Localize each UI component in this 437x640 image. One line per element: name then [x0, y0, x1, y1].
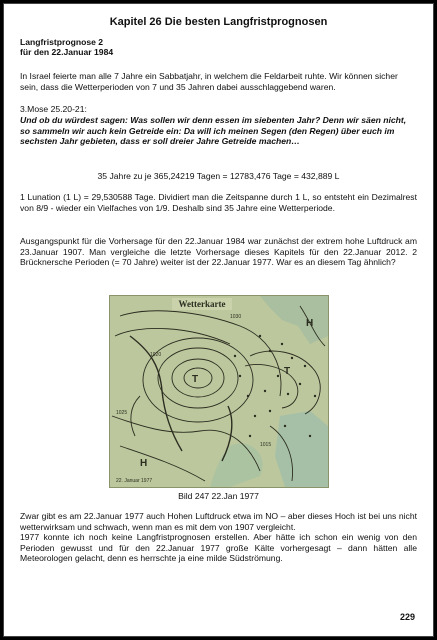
isobar-label: 1015 — [260, 442, 272, 448]
isobar-label: 1025 — [116, 410, 128, 416]
map-low-west: T — [192, 374, 199, 385]
weather-map — [109, 295, 329, 488]
forecast-date-subtitle: für den 22.Januar 1984 — [20, 47, 114, 57]
bible-quote: Und ob du würdest sagen: Was sollen wir denn essen im siebenten Jahr? Denn wir säen nicht, so sammeln wir auch kein Getreide ein: Da will ich meinen Segen (den Regen) über euch im sechsten Jahr gebieten, dass er soll dreier Jahre Getreide machen… — [20, 115, 407, 147]
formula-line: 35 Jahre zu je 365,24219 Tagen = 12783,476 Tage = 432,889 L — [97, 171, 340, 181]
map-title: Wetterkarte — [178, 299, 226, 309]
map-high-southwest: H — [140, 458, 148, 469]
page — [3, 3, 434, 637]
paragraph-sabbath: In Israel feierte man alle 7 Jahre ein Sabbatjahr, in welchem die Feldarbeit ruhte. Wir können sicher sein, dass die Wetterperioden von 7 und 35 Jahren dabei ausschlaggebend waren. — [20, 71, 398, 92]
isobar-label: 1030 — [230, 314, 242, 320]
page-number: 229 — [399, 612, 415, 622]
paragraph-high-pressure: Zwar gibt es am 22.Januar 1977 auch Hohen Luftdruck etwa im NO – aber dieses Hoch ist bei uns nicht wetterwirksam und schwach, wenn man es mit dem von 1907 vergleicht. — [20, 511, 417, 532]
chapter-title: Kapitel 26 Die besten Langfristprognosen — [109, 16, 328, 28]
paragraph-starting-point: Ausgangspunkt für die Vorhersage für den 22.Januar 1984 war zunächst der extrem hohe Luftdruck am 23.Januar 1907. Man vergleiche die letzte Vorhersage dieses Kapitels für den 22.Januar 2012. 2 Brücknersche Perioden (= 70 Jahre) weiter ist der 22.Januar 1977. War es an diesem Tag ähnlich? — [20, 236, 417, 268]
forecast-subtitle: Langfristprognose 2 — [20, 37, 104, 47]
map-date-label: 22. Januar 1977 — [116, 478, 153, 484]
bible-reference: 3.Mose 25.20-21: — [20, 104, 87, 114]
isobar-label: 1020 — [150, 352, 162, 358]
paragraph-lunation: 1 Lunation (1 L) = 29,530588 Tage. Dividiert man die Zeitspanne durch 1 L, so entsteht ein Dezimalrest von 8/9 - wieder ein Vielfaches von 1/9. Deshalb sind 35 Jahre eine Wetterperiode. — [20, 192, 417, 213]
map-low-east: T — [284, 366, 291, 377]
figure-caption: Bild 247 22.Jan 1977 — [178, 491, 259, 501]
map-high-northeast: H — [306, 318, 314, 329]
weather-map-drawing — [110, 296, 328, 487]
paragraph-1977-forecast: 1977 konnte ich noch keine Langfristprognosen erstellen. Aber hätte ich schon ein wenig von den Perioden gewusst und für den 22.Januar 1977 große Kälte vorhergesagt – dann hätten alle Meteorologen gelacht, denn es herrschte ja eine milde Südströmung. — [20, 532, 417, 564]
